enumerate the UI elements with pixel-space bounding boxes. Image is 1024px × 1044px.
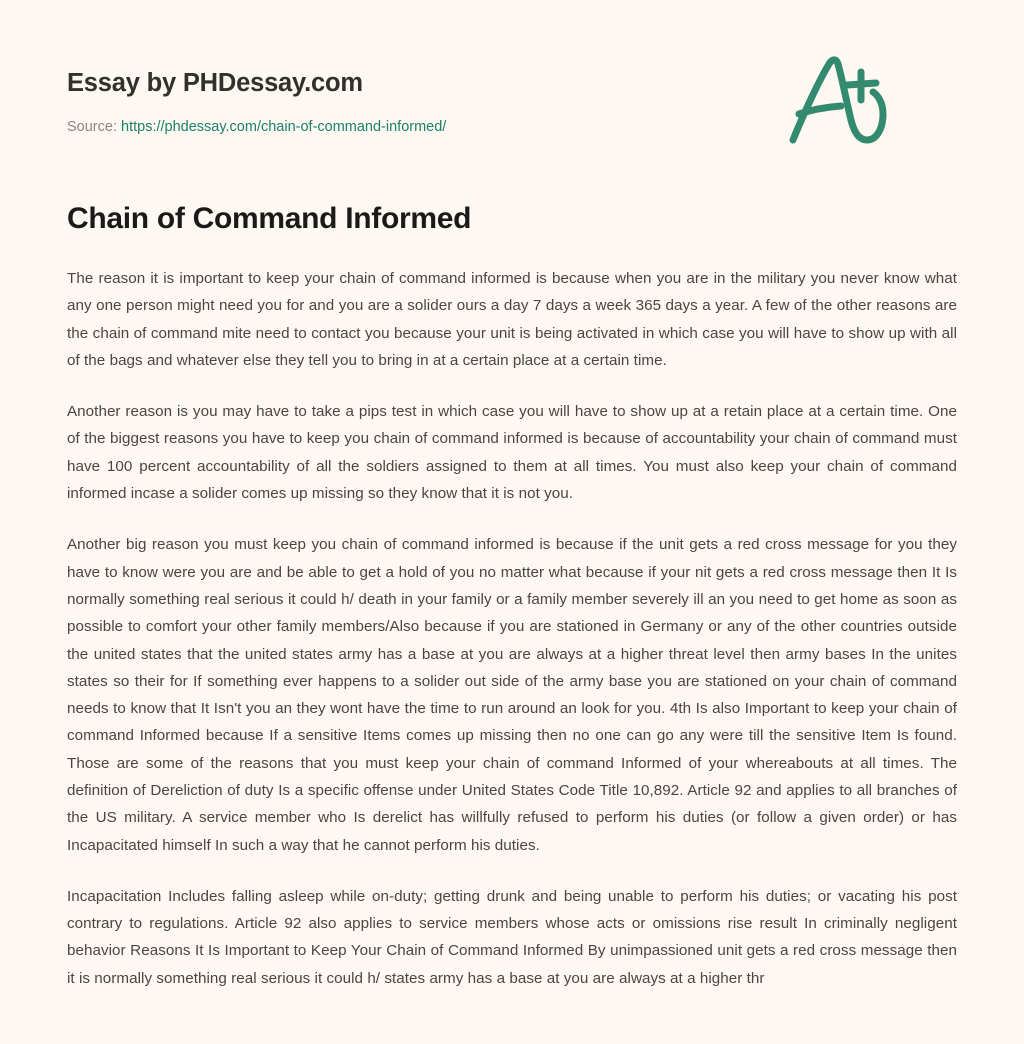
paragraph: The reason it is important to keep your chain of command informed is because when you are in the military you never know what any one person might need you for and you are a solider ours a day 7 days a week 365 days a year. A few of the other reasons are the chain of command mite need to contact you because your unit is being activated in which case you will have to show up with all of the bags and whatever else they tell you to bring in at a certain place at a certain time.	[67, 269, 957, 369]
page-header	[67, 0, 957, 136]
essay-body	[67, 238, 957, 992]
a-plus-logo-icon	[779, 48, 899, 148]
brand-title: Essay by PHDessay.com	[67, 69, 363, 97]
paragraph: Another big reason you must keep you chain of command informed is because if the unit gets a red cross message for you they have to know were you are and be able to get a hold of you no matter what because if your nit gets a red cross message then It Is normally something real serious it could h/ death in your family or a family member severely ill an you need to get home as soon as possible to comfort your other family members/Also because if you are stationed in Germany or any of the other countries outside the united states that the united states army has a base at you are always at a higher threat level then army bases In the unites states so their for If something ever happens to a solider out side of the army base you are stationed on your chain of command needs to know that It Isn't you an they wont have the time to run around an look for you. 4th Is also Important to keep your chain of command Informed because If a sensitive Items comes up missing then no one can go any were till the sensitive Item Is found. Those are some of the reasons that you must keep your chain of command Informed of your whereabouts at all times. The definition of Dereliction of duty Is a specific offense under United States Code Title 10,892. Article 92 and applies to all branches of the US military. A service member who Is derelict has willfully refused to perform his duties (or follow a given order) or has Incapacitated himself In such a way that he cannot perform his duties.	[67, 536, 957, 854]
source-label: Source:	[67, 118, 117, 135]
source-url-link[interactable]: https://phdessay.com/chain-of-command-informed/	[121, 118, 447, 135]
page-title: Chain of Command Informed	[67, 202, 472, 236]
paragraph: Incapacitation Includes falling asleep while on-duty; getting drunk and being unable to perform his duties; or vacating his post contrary to regulations. Article 92 also applies to service members whose acts or omissions rise result In criminally negligent behavior Reasons It Is Important to Keep Your Chain of Command Informed By unimpassioned unit gets a red cross message then it is normally something real serious it could h/ states army has a base at you are always at a higher thr	[67, 887, 957, 987]
paragraph: Another reason is you may have to take a pips test in which case you will have to show up at a retain place at a certain time. One of the biggest reasons you have to keep you chain of command informed is because of accountability your chain of command must have 100 percent accountability of all the soldiers assigned to them at all times. You must also keep your chain of command informed incase a solider comes up missing so they know that it is not you.	[67, 403, 957, 503]
